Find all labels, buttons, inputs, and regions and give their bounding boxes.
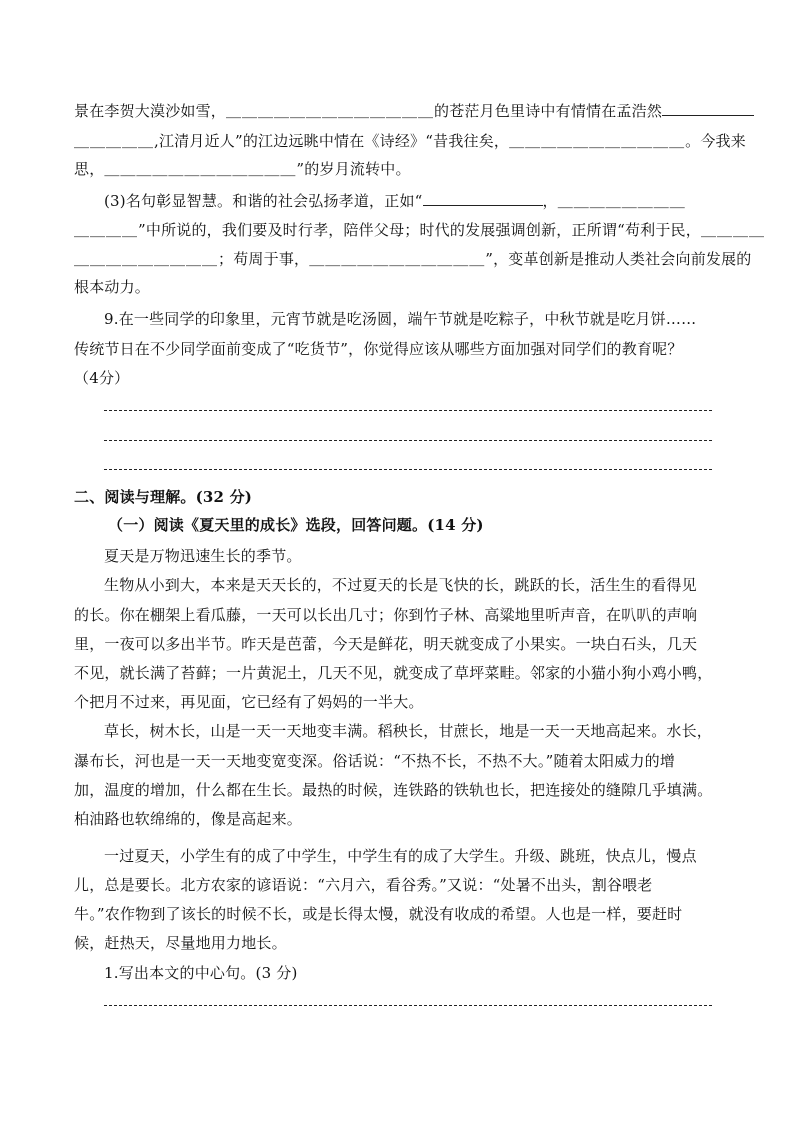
q8-text: 。今我来 <box>685 132 746 150</box>
q8-text: ；苟周于事， <box>218 250 310 268</box>
fill-blank[interactable] <box>662 101 754 116</box>
fill-blank[interactable] <box>423 191 543 206</box>
answer-line[interactable] <box>104 469 712 470</box>
q8-text: ， <box>542 192 558 210</box>
q8-part3-line3 <box>74 248 752 270</box>
q8-text: ,江清月近人”的江边远眺中情在《诗经》“昔我往矣， <box>154 132 510 150</box>
fill-blank[interactable]: ＿＿＿＿ <box>74 221 139 239</box>
q9-line3: （4分） <box>74 369 130 387</box>
q8-text: ”的岁月流转中。 <box>296 160 411 178</box>
q8-part3-line2 <box>74 219 765 241</box>
q8-part3-line1 <box>104 190 754 212</box>
answer-line[interactable] <box>104 1005 712 1006</box>
passage-line: 生物从小到大，本来是天天长的，不过夏天的长是飞快的长，跳跃的长，活生生的看得见 <box>104 576 697 594</box>
fill-blank[interactable]: ＿＿＿＿ <box>700 221 765 239</box>
q9-line1: 9.在一些同学的印象里，元宵节就是吃汤圆，端午节就是吃粽子，中秋节就是吃月饼…… <box>104 310 697 328</box>
q8-part3-line4: 根本动力。 <box>74 278 151 296</box>
passage-line: 的长。你在棚架上看瓜藤，一天可以长出几寸；你到竹子林、高粱地里听声音，在叭叭的声响 <box>74 606 698 624</box>
passage-line: 加，温度的增加，什么都在生长。最热的时候，连铁路的铁轨也长，把连接处的缝隙几乎填满。 <box>74 781 713 799</box>
fill-blank[interactable]: ＿＿＿＿＿＿＿＿＿ <box>74 250 219 268</box>
q8-text: ”，变革创新是推动人类社会向前发展的 <box>485 250 752 268</box>
fill-blank[interactable]: ＿＿＿＿＿＿＿＿＿＿＿＿ <box>104 160 297 178</box>
passage-line: 个把月不过来，再见面，它已经有了妈妈的一半大。 <box>74 693 424 711</box>
fill-blank[interactable]: ＿＿＿＿＿＿＿＿＿＿＿ <box>309 250 486 268</box>
passage-line: 里，一夜可以多出半节。昨天是芭蕾，今天是鲜花，明天就变成了小果实。一块白石头，几天 <box>74 635 698 653</box>
answer-line[interactable] <box>104 440 712 441</box>
q8-part2-line2 <box>74 130 746 152</box>
q8-part2-line1 <box>74 100 724 122</box>
passage-line: 牛。”农作物到了该长的时候不长，或是长得太慢，就没有收成的希望。人也是一样，要赶时 <box>74 905 683 923</box>
passage-line: 一过夏天，小学生有的成了中学生，中学生有的成了大学生。升级、跳班，快点儿，慢点 <box>104 847 697 865</box>
passage-line: 瀑布长，河也是一天一天地变宽变深。俗话说：“不热不长，不热不大。”随着太阳威力的增 <box>74 752 676 770</box>
passage-line: 儿，总是要长。北方农家的谚语说：“六月六，看谷秀。”又说：“处暑不出头，割谷喂老 <box>74 876 653 894</box>
fill-blank[interactable]: ＿＿＿＿＿ <box>74 132 155 150</box>
fill-blank[interactable]: ＿＿＿＿＿＿＿＿＿＿＿＿＿ <box>226 102 435 120</box>
question-1: 1.写出本文的中心句。(3 分) <box>104 964 298 982</box>
fill-blank[interactable]: ＿＿＿＿＿＿＿＿ <box>557 192 686 210</box>
q8-text: 思， <box>74 160 105 178</box>
passage-line: 不见，就长满了苔藓；一片黄泥土，几天不见，就变成了草坪菜畦。邻家的小猫小狗小鸡小鸭， <box>74 664 713 682</box>
fill-blank[interactable]: ＿＿＿＿＿＿＿＿＿＿＿ <box>509 132 686 150</box>
q8-text: ”中所说的，我们要及时行孝，陪伴父母；时代的发展强调创新，正所谓“苟利于民， <box>138 221 701 239</box>
subsection-title: （一）阅读《夏天里的成长》选段，回答问题。(14 分) <box>108 516 484 534</box>
passage-line: 候，赶热天，尽量地用力地长。 <box>74 934 287 952</box>
passage-line: 柏油路也软绵绵的，像是高起来。 <box>74 810 303 828</box>
q9-line2: 传统节日在不少同学面前变成了“吃货节”，你觉得应该从哪些方面加强对同学们的教育呢？ <box>74 340 683 358</box>
q8-text: 景在李贺大漠沙如雪， <box>74 102 227 120</box>
answer-line[interactable] <box>104 410 712 411</box>
q8-part2-line3 <box>74 158 724 180</box>
passage-line: 夏天是万物迅速生长的季节。 <box>104 547 302 565</box>
passage-line: 草长，树木长，山是一天一天地变丰满。稻秧长，甘蔗长，地是一天一天地高起来。水长， <box>104 722 713 740</box>
section-title: 二、阅读与理解。(32 分) <box>74 488 253 506</box>
q8-text: (3)名句彰显智慧。和谐的社会弘扬孝道，正如“ <box>104 192 423 210</box>
q8-text: 的苍茫月色里诗中有情情在孟浩然 <box>434 102 663 120</box>
